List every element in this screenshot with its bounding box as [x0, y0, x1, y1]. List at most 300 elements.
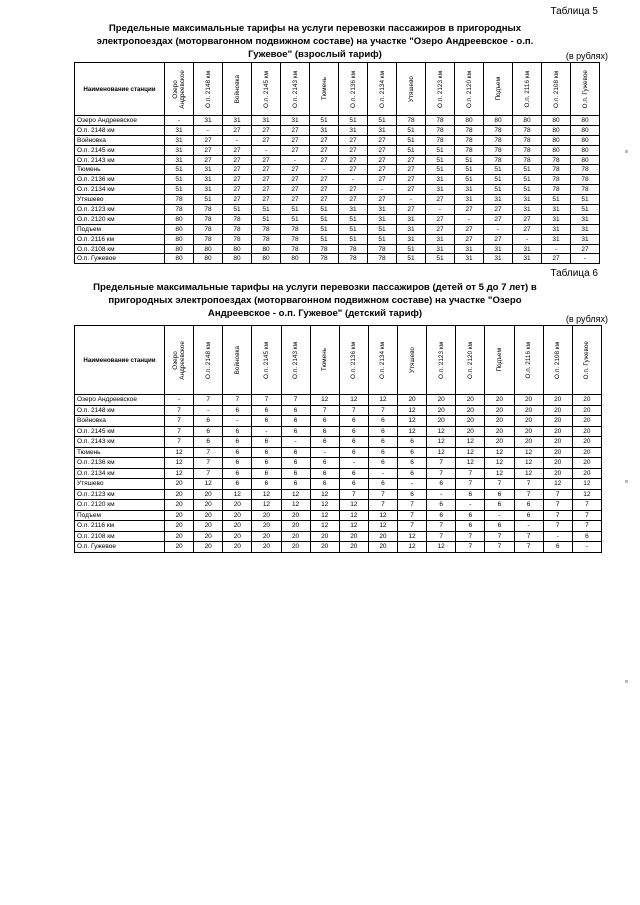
column-header — [485, 326, 514, 395]
fare-cell: 6 — [339, 426, 368, 437]
fare-cell: 27 — [252, 165, 281, 175]
fare-cell: 12 — [310, 489, 339, 500]
column-header-label: О.п. 2108 км — [552, 70, 560, 108]
fare-cell: 6 — [310, 479, 339, 490]
fare-cell: 20 — [252, 521, 281, 532]
fare-cell: 6 — [252, 468, 281, 479]
fare-cell: 51 — [571, 205, 600, 215]
fare-cell: 31 — [513, 205, 542, 215]
table5-title: Предельные максимальные тарифы на услуги перевозки пассажиров в пригородных электропоездах (моторвагонном подвижном составе) на участке "Озеро Андреевское - о.п. Гужевое" (взрослый тариф) — [96, 23, 534, 60]
station-name-cell: О.п. 2134 км — [75, 185, 165, 195]
fare-cell: 20 — [252, 531, 281, 542]
fare-cell: - — [542, 244, 571, 254]
table6-fare-matrix — [74, 325, 602, 553]
station-name-cell: О.п. 2116 км — [75, 234, 165, 244]
fare-cell: 78 — [194, 205, 223, 215]
column-header — [455, 63, 484, 116]
fare-cell: 20 — [543, 416, 572, 427]
fare-cell: 31 — [165, 125, 194, 135]
fare-cell: - — [223, 416, 252, 427]
fare-cell: 80 — [165, 234, 194, 244]
fare-cell: 7 — [368, 489, 397, 500]
fare-cell: 80 — [513, 116, 542, 126]
fare-cell: 27 — [397, 165, 426, 175]
fare-cell: 31 — [571, 234, 600, 244]
fare-cell: 78 — [339, 254, 368, 264]
fare-cell: 51 — [513, 165, 542, 175]
fare-cell: 80 — [542, 125, 571, 135]
table-row — [75, 195, 600, 205]
fare-cell: 7 — [572, 521, 601, 532]
fare-cell: 6 — [456, 489, 485, 500]
station-name-cell: Тюмень — [75, 447, 165, 458]
table5-fare-matrix — [74, 62, 600, 264]
fare-cell: 20 — [165, 521, 194, 532]
fare-cell: 78 — [223, 214, 252, 224]
fare-cell: 27 — [455, 234, 484, 244]
fare-cell: 51 — [223, 205, 252, 215]
fare-cell: 20 — [223, 531, 252, 542]
fare-cell: 80 — [571, 135, 600, 145]
column-header — [194, 326, 223, 395]
fare-cell: 27 — [455, 224, 484, 234]
fare-cell: 27 — [310, 195, 339, 205]
fare-cell: 78 — [484, 155, 513, 165]
fare-cell: 7 — [252, 395, 281, 406]
fare-cell: 6 — [368, 479, 397, 490]
column-header — [368, 326, 397, 395]
fare-cell: 7 — [543, 521, 572, 532]
fare-cell: 27 — [223, 175, 252, 185]
fare-cell: 6 — [514, 510, 543, 521]
column-header-label: О.п. 2136 км — [349, 70, 357, 108]
fare-cell: 51 — [310, 224, 339, 234]
fare-cell: 27 — [194, 135, 223, 145]
fare-cell: 31 — [571, 224, 600, 234]
fare-cell: 7 — [339, 405, 368, 416]
fare-cell: 20 — [194, 521, 223, 532]
fare-cell: 78 — [223, 234, 252, 244]
fare-cell: 6 — [223, 437, 252, 448]
fare-cell: 7 — [398, 500, 427, 511]
fare-cell: 20 — [572, 447, 601, 458]
fare-cell: 20 — [165, 510, 194, 521]
station-name-header: Наименование станции — [75, 63, 165, 116]
fare-cell: 20 — [339, 542, 368, 553]
fare-cell: 27 — [281, 125, 310, 135]
station-name-cell: О.п. 2145 км — [75, 145, 165, 155]
fare-cell: 12 — [339, 510, 368, 521]
fare-cell: 20 — [281, 510, 310, 521]
station-name-cell: О.п. 2145 км — [75, 426, 165, 437]
fare-cell: 78 — [194, 214, 223, 224]
fare-cell: 20 — [543, 437, 572, 448]
table-row — [75, 510, 602, 521]
fare-cell: 27 — [542, 254, 571, 264]
fare-cell: 51 — [281, 205, 310, 215]
fare-cell: 78 — [571, 175, 600, 185]
fare-cell: 20 — [514, 405, 543, 416]
fare-cell: 80 — [542, 135, 571, 145]
column-header — [427, 326, 456, 395]
fare-cell: 78 — [397, 116, 426, 126]
fare-cell: 7 — [398, 521, 427, 532]
fare-cell: 6 — [194, 437, 223, 448]
fare-cell: 78 — [223, 224, 252, 234]
fare-cell: 7 — [485, 542, 514, 553]
column-header — [397, 63, 426, 116]
fare-cell: 78 — [513, 135, 542, 145]
fare-cell: 27 — [455, 205, 484, 215]
fare-cell: 12 — [456, 437, 485, 448]
fare-cell: 51 — [339, 214, 368, 224]
column-header — [456, 326, 485, 395]
fare-cell: 31 — [484, 254, 513, 264]
station-name-cell: О.п. 2148 км — [75, 125, 165, 135]
station-name-cell: Подъем — [75, 510, 165, 521]
fare-cell: 20 — [572, 458, 601, 469]
fare-cell: 51 — [426, 165, 455, 175]
fare-cell: 78 — [194, 224, 223, 234]
fare-cell: 6 — [281, 416, 310, 427]
fare-cell: 6 — [368, 437, 397, 448]
fare-cell: 6 — [368, 426, 397, 437]
fare-cell: 7 — [543, 510, 572, 521]
fare-cell: 6 — [252, 437, 281, 448]
fare-cell: 78 — [542, 155, 571, 165]
fare-cell: 31 — [339, 125, 368, 135]
station-name-cell: О.п. 2143 км — [75, 437, 165, 448]
fare-cell: - — [397, 195, 426, 205]
fare-cell: 78 — [455, 135, 484, 145]
station-name-cell: Подъем — [75, 224, 165, 234]
table-row — [75, 116, 600, 126]
fare-cell: 20 — [456, 395, 485, 406]
fare-cell: 51 — [484, 185, 513, 195]
fare-cell: 20 — [368, 531, 397, 542]
fare-cell: 12 — [543, 479, 572, 490]
fare-cell: - — [194, 125, 223, 135]
station-name-cell: Озеро Андреевское — [75, 116, 165, 126]
fare-cell: - — [165, 116, 194, 126]
column-header — [310, 63, 339, 116]
fare-cell: 27 — [368, 145, 397, 155]
fare-cell: 31 — [513, 254, 542, 264]
table6-title: Предельные максимальные тарифы на услуги перевозки пассажиров (детей от 5 до 7 лет) в пригородных электропоездах (моторвагонном подвижном составе) на участке "Озеро Андреевское - о.п. Гужевое" (детский тариф) — [93, 282, 537, 319]
fare-cell: 20 — [543, 426, 572, 437]
fare-cell: 51 — [368, 224, 397, 234]
fare-cell: 6 — [398, 447, 427, 458]
column-header-label: О.п. 2148 км — [204, 341, 212, 379]
fare-cell: - — [194, 405, 223, 416]
fare-cell: 20 — [281, 542, 310, 553]
fare-cell: 31 — [281, 116, 310, 126]
fare-cell: 27 — [368, 195, 397, 205]
column-header-label: О.п. Гужевое — [583, 340, 591, 380]
fare-cell: 78 — [252, 224, 281, 234]
fare-cell: 31 — [165, 155, 194, 165]
table-row — [75, 416, 602, 427]
fare-cell: 80 — [455, 116, 484, 126]
fare-cell: 20 — [368, 542, 397, 553]
fare-cell: 51 — [252, 214, 281, 224]
fare-cell: 78 — [484, 145, 513, 155]
fare-cell: 7 — [572, 500, 601, 511]
fare-cell: 31 — [542, 205, 571, 215]
fare-cell: 12 — [485, 458, 514, 469]
column-header — [165, 326, 194, 395]
fare-cell: 7 — [427, 468, 456, 479]
fare-cell: 7 — [456, 542, 485, 553]
fare-cell: 27 — [426, 195, 455, 205]
fare-cell: 12 — [427, 542, 456, 553]
fare-cell: 31 — [426, 185, 455, 195]
station-name-cell: Войновка — [75, 416, 165, 427]
fare-cell: 20 — [194, 531, 223, 542]
fare-cell: 27 — [223, 195, 252, 205]
fare-cell: 6 — [252, 447, 281, 458]
station-name-cell: Озеро Андреевское — [75, 395, 165, 406]
fare-cell: - — [485, 510, 514, 521]
fare-cell: 80 — [571, 125, 600, 135]
fare-cell: 78 — [513, 145, 542, 155]
fare-cell: 31 — [397, 224, 426, 234]
fare-cell: 6 — [339, 437, 368, 448]
fare-cell: 20 — [514, 426, 543, 437]
fare-cell: 6 — [252, 479, 281, 490]
fare-cell: 7 — [368, 405, 397, 416]
column-header — [426, 63, 455, 116]
fare-cell: 78 — [426, 135, 455, 145]
fare-cell: 31 — [484, 244, 513, 254]
fare-cell: 51 — [513, 185, 542, 195]
column-header — [543, 326, 572, 395]
fare-cell: 6 — [281, 468, 310, 479]
column-header-label: О.п. 2136 км — [350, 341, 358, 379]
column-header — [223, 326, 252, 395]
scan-mark — [625, 680, 628, 683]
fare-cell: 27 — [397, 175, 426, 185]
fare-cell: 6 — [368, 416, 397, 427]
fare-cell: 6 — [310, 426, 339, 437]
station-name-cell: Утяшево — [75, 479, 165, 490]
fare-cell: 27 — [252, 185, 281, 195]
column-header-label: Утяшево — [407, 75, 415, 102]
fare-cell: 6 — [223, 479, 252, 490]
column-header-label: Озеро Андреевское — [172, 340, 187, 380]
fare-cell: - — [223, 135, 252, 145]
fare-cell: 6 — [310, 458, 339, 469]
column-header — [513, 63, 542, 116]
fare-cell: 78 — [542, 165, 571, 175]
table6-unit: (в рублях) — [565, 314, 608, 324]
fare-cell: 12 — [310, 521, 339, 532]
station-name-cell: О.п. 2134 км — [75, 468, 165, 479]
fare-cell: 7 — [514, 479, 543, 490]
column-header-label: Тюмень — [321, 348, 329, 372]
fare-cell: 6 — [194, 416, 223, 427]
fare-cell: 51 — [310, 214, 339, 224]
fare-cell: 78 — [194, 234, 223, 244]
column-header-label: Утяшево — [408, 346, 416, 373]
fare-cell: 20 — [398, 395, 427, 406]
fare-cell: 20 — [165, 542, 194, 553]
fare-cell: 6 — [339, 479, 368, 490]
fare-cell: 31 — [339, 205, 368, 215]
fare-cell: 12 — [339, 521, 368, 532]
fare-cell: 7 — [427, 521, 456, 532]
fare-cell: 12 — [427, 437, 456, 448]
fare-cell: - — [310, 165, 339, 175]
column-header-label: О.п. Гужевое — [581, 69, 589, 109]
fare-cell: 27 — [484, 205, 513, 215]
fare-cell: 7 — [456, 479, 485, 490]
fare-cell: 80 — [571, 145, 600, 155]
fare-cell: 31 — [368, 125, 397, 135]
column-header — [281, 63, 310, 116]
fare-cell: 12 — [485, 468, 514, 479]
fare-cell: 31 — [223, 116, 252, 126]
column-header-label: Тюмень — [320, 77, 328, 101]
fare-cell: 27 — [310, 185, 339, 195]
table5-unit: (в рублях) — [565, 51, 608, 61]
fare-cell: 31 — [368, 205, 397, 215]
fare-cell: - — [514, 521, 543, 532]
fare-cell: 12 — [398, 405, 427, 416]
fare-cell: - — [426, 205, 455, 215]
fare-cell: 27 — [281, 175, 310, 185]
fare-cell: 6 — [456, 510, 485, 521]
fare-cell: - — [339, 175, 368, 185]
fare-cell: 20 — [281, 531, 310, 542]
fare-cell: 51 — [397, 244, 426, 254]
fare-cell: 51 — [339, 224, 368, 234]
fare-cell: 6 — [223, 458, 252, 469]
fare-cell: 12 — [339, 500, 368, 511]
fare-cell: 20 — [223, 521, 252, 532]
fare-cell: 6 — [514, 500, 543, 511]
fare-cell: 6 — [281, 458, 310, 469]
table-row — [75, 175, 600, 185]
column-header-label: О.п. 2116 км — [523, 70, 531, 108]
fare-cell: 6 — [310, 437, 339, 448]
fare-cell: 20 — [165, 489, 194, 500]
fare-cell: - — [368, 468, 397, 479]
fare-cell: 20 — [543, 447, 572, 458]
fare-cell: 20 — [456, 405, 485, 416]
fare-cell: 27 — [339, 165, 368, 175]
table6-label: Таблица 6 — [550, 268, 598, 279]
fare-cell: 12 — [310, 510, 339, 521]
fare-cell: 20 — [339, 531, 368, 542]
fare-cell: 7 — [368, 500, 397, 511]
fare-cell: 6 — [223, 468, 252, 479]
station-name-header: Наименование станции — [75, 326, 165, 395]
fare-cell: 7 — [223, 395, 252, 406]
fare-cell: 20 — [281, 521, 310, 532]
fare-cell: 80 — [165, 244, 194, 254]
fare-cell: 6 — [427, 479, 456, 490]
fare-cell: 12 — [456, 447, 485, 458]
fare-cell: 20 — [194, 510, 223, 521]
column-header-label: О.п. 2145 км — [262, 70, 270, 108]
fare-cell: 27 — [339, 135, 368, 145]
fare-cell: 78 — [165, 195, 194, 205]
fare-cell: 31 — [194, 185, 223, 195]
fare-cell: 20 — [165, 479, 194, 490]
station-name-cell: О.п. 2123 км — [75, 205, 165, 215]
fare-cell: 20 — [310, 542, 339, 553]
fare-cell: 20 — [572, 426, 601, 437]
fare-cell: 78 — [281, 224, 310, 234]
fare-cell: 51 — [426, 155, 455, 165]
station-name-cell: О.п. 2108 км — [75, 244, 165, 254]
fare-cell: 20 — [427, 416, 456, 427]
fare-cell: 78 — [426, 116, 455, 126]
fare-cell: 6 — [485, 500, 514, 511]
column-header-label: Подъем — [494, 77, 502, 101]
fare-cell: 27 — [252, 135, 281, 145]
column-header — [252, 326, 281, 395]
fare-cell: 12 — [252, 500, 281, 511]
fare-cell: 51 — [310, 205, 339, 215]
fare-cell: 12 — [398, 426, 427, 437]
header-row — [75, 63, 600, 116]
station-name-cell: Тюмень — [75, 165, 165, 175]
fare-cell: 80 — [194, 254, 223, 264]
fare-cell: 51 — [165, 185, 194, 195]
fare-cell: 78 — [310, 254, 339, 264]
fare-cell: 31 — [426, 175, 455, 185]
fare-cell: 78 — [571, 165, 600, 175]
fare-cell: 7 — [456, 468, 485, 479]
fare-cell: 80 — [252, 244, 281, 254]
fare-cell: 27 — [368, 155, 397, 165]
fare-cell: - — [484, 224, 513, 234]
fare-cell: 7 — [194, 458, 223, 469]
fare-cell: - — [398, 479, 427, 490]
fare-cell: 27 — [281, 145, 310, 155]
column-header — [542, 63, 571, 116]
fare-cell: 20 — [485, 437, 514, 448]
fare-cell: 20 — [543, 405, 572, 416]
fare-cell: 6 — [398, 458, 427, 469]
fare-cell: 12 — [339, 395, 368, 406]
fare-cell: 6 — [281, 479, 310, 490]
fare-cell: 51 — [368, 116, 397, 126]
scan-mark — [625, 480, 628, 483]
fare-cell: 6 — [281, 405, 310, 416]
column-header-label: Подъем — [495, 348, 503, 372]
fare-cell: 7 — [456, 531, 485, 542]
fare-cell: 31 — [194, 165, 223, 175]
table-row — [75, 155, 600, 165]
fare-cell: 20 — [427, 405, 456, 416]
fare-cell: 27 — [310, 175, 339, 185]
fare-cell: 6 — [223, 405, 252, 416]
table-row — [75, 254, 600, 264]
fare-cell: 27 — [310, 145, 339, 155]
fare-cell: 20 — [485, 405, 514, 416]
fare-cell: 6 — [485, 489, 514, 500]
fare-cell: 12 — [398, 542, 427, 553]
fare-cell: 12 — [427, 426, 456, 437]
fare-cell: 12 — [368, 510, 397, 521]
fare-cell: 51 — [281, 214, 310, 224]
fare-cell: 7 — [310, 405, 339, 416]
fare-cell: 51 — [310, 116, 339, 126]
fare-cell: 7 — [281, 395, 310, 406]
